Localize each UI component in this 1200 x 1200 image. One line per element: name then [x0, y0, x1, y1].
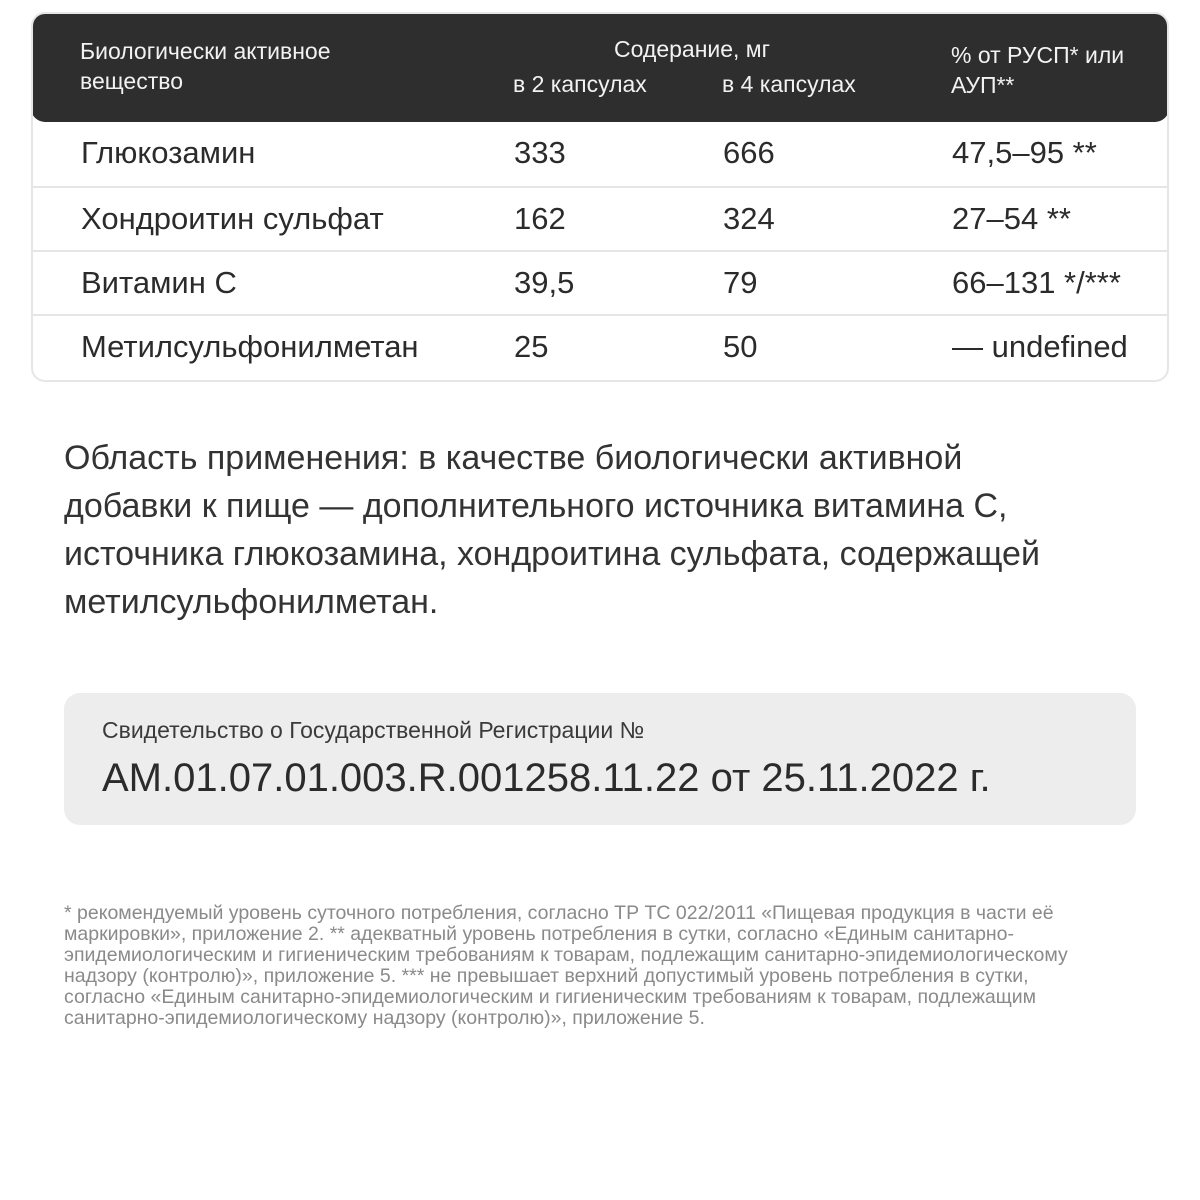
- table-header: [31, 12, 1169, 122]
- table-row: [33, 186, 1167, 248]
- row-four-capsules: 79: [723, 265, 758, 300]
- row-name: Метилсульфонилметан: [81, 329, 419, 364]
- registration-number: AM.01.07.01.003.R.001258.11.22 от 25.11.2022 г.: [102, 756, 991, 800]
- row-four-capsules: 324: [723, 201, 775, 236]
- row-percent: 47,5–95 **: [952, 135, 1097, 170]
- header-percent: % от РУСП* или АУП**: [951, 42, 1125, 98]
- row-two-capsules: 162: [514, 201, 566, 236]
- row-name: Витамин С: [81, 265, 237, 300]
- row-percent: 27–54 **: [952, 201, 1071, 236]
- registration-box: [64, 693, 1136, 825]
- row-four-capsules: 50: [723, 329, 758, 364]
- composition-table: [31, 12, 1169, 382]
- row-percent: 66–131 */***: [952, 265, 1121, 300]
- header-four-capsules: в 4 капсулах: [722, 71, 856, 97]
- row-percent: — undefined: [952, 329, 1128, 364]
- footnote: * рекомендуемый уровень суточного потребления, согласно ТР ТС 022/2011 «Пищевая продукция в части её маркировки», приложение 2. ** адекватный уровень потребления в сутки, согласно «Единым санитарно-эпидемиологическим и гигиеническим требованиям к товарам, подлежащим санитарно-эпидемиологическому надзору (контролю)», приложение 5. *** не превышает верхний допустимый уровень потребления в сутки, согласно «Единым санитарно-эпидемиологическим и гигиеническим требованиям к товарам, подлежащим санитарно-эпидемиологическому надзору (контролю)», приложение 5.: [64, 902, 1068, 1029]
- table-row: [33, 314, 1167, 376]
- row-four-capsules: 666: [723, 135, 775, 170]
- row-name: Глюкозамин: [81, 135, 256, 170]
- row-two-capsules: 39,5: [514, 265, 575, 300]
- header-two-capsules: в 2 капсулах: [513, 71, 647, 97]
- header-content: Содерание, мг: [614, 36, 771, 62]
- registration-label: Свидетельство о Государственной Регистрации №: [102, 717, 645, 743]
- row-two-capsules: 333: [514, 135, 566, 170]
- row-two-capsules: 25: [514, 329, 549, 364]
- table-row: [33, 250, 1167, 312]
- table-row: [33, 122, 1167, 184]
- row-name: Хондроитин сульфат: [81, 201, 384, 236]
- usage-paragraph: Область применения: в качестве биологически активной добавки к пище — дополнительного источника витамина С, источника глюкозамина, хондроитина сульфата, содержащей метилсульфонилметан.: [64, 439, 1040, 621]
- header-substance: Биологически активное вещество: [80, 38, 331, 94]
